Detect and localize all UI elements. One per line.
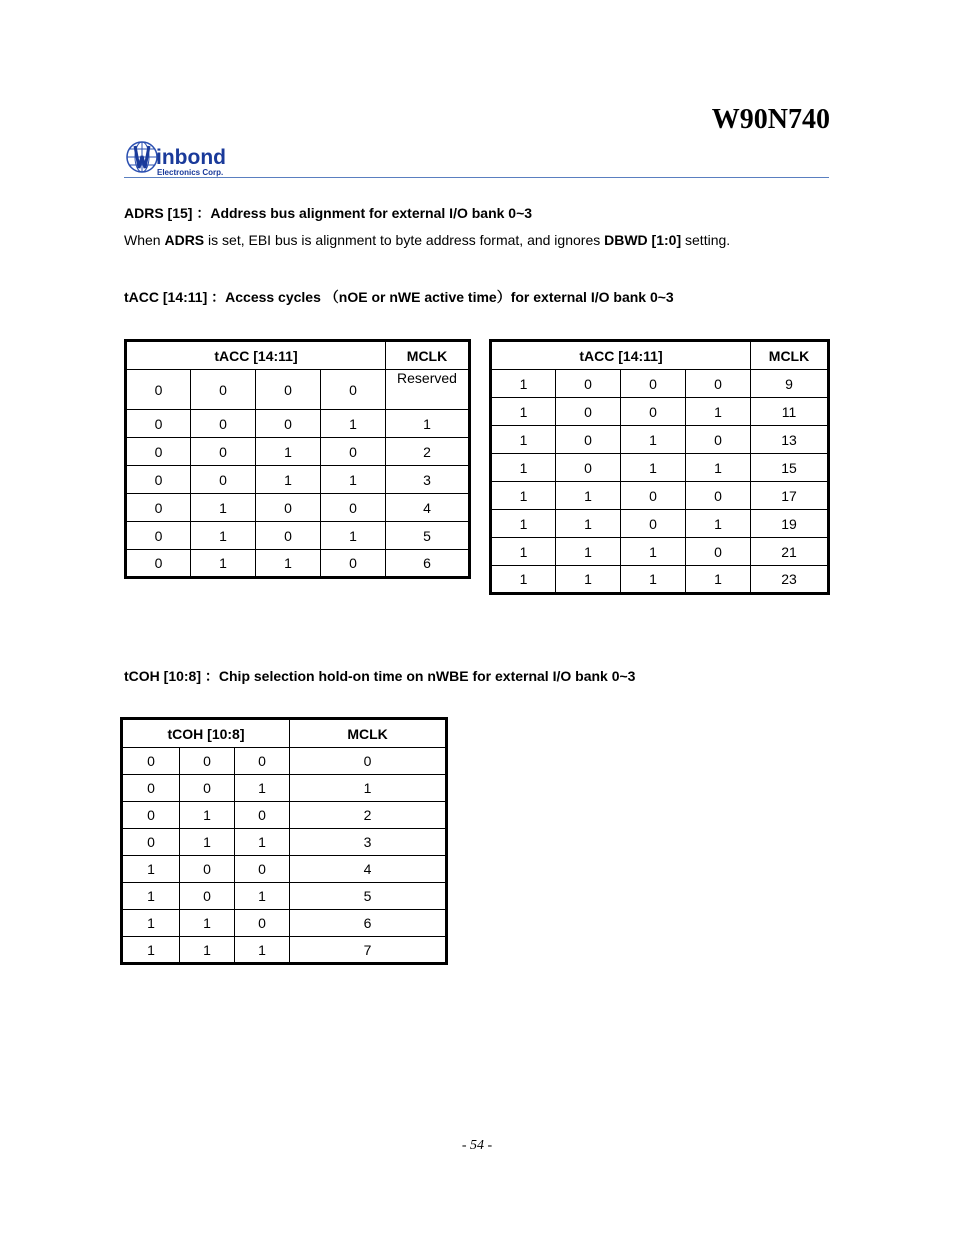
- bit-cell: 1: [321, 466, 386, 494]
- bit-cell: 0: [191, 438, 256, 466]
- globe-icon: [127, 142, 157, 172]
- value-cell: 4: [290, 856, 447, 883]
- bit-cell: 0: [235, 748, 290, 775]
- bit-cell: 1: [686, 566, 751, 594]
- bit-cell: 0: [556, 454, 621, 482]
- logo-wordmark: inbond: [156, 146, 226, 169]
- bit-cell: 1: [122, 910, 180, 937]
- bit-cell: 0: [321, 438, 386, 466]
- bit-cell: 1: [491, 370, 556, 398]
- tacc-heading: tACC [14:11] ：Access cycles （nOE or nWE active time）for external I/O bank 0~3: [124, 289, 674, 305]
- reserved-label: Reserved: [397, 370, 457, 386]
- table-row: [122, 802, 447, 829]
- bit-cell: 1: [556, 538, 621, 566]
- bit-cell: 0: [180, 748, 235, 775]
- bit-cell: 0: [180, 883, 235, 910]
- bit-cell: 1: [621, 566, 686, 594]
- bit-cell: 1: [235, 883, 290, 910]
- table-row: [491, 538, 829, 566]
- table-row: [491, 398, 829, 426]
- adrs-text-2: is set, EBI bus is alignment to byte address format, and ignores: [204, 232, 605, 248]
- bit-cell: 1: [256, 550, 321, 578]
- bit-cell: 1: [686, 510, 751, 538]
- bit-cell: 0: [621, 510, 686, 538]
- header-divider: [124, 177, 829, 178]
- bit-cell: 1: [491, 538, 556, 566]
- bit-cell: 1: [491, 398, 556, 426]
- table-header-bits: tCOH [10:8]: [122, 719, 290, 748]
- value-cell: 9: [751, 370, 829, 398]
- value-cell: 15: [751, 454, 829, 482]
- bit-cell: 0: [126, 410, 191, 438]
- value-cell: 21: [751, 538, 829, 566]
- adrs-heading: ADRS [15] ：Address bus alignment for external I/O bank 0~3: [124, 205, 533, 221]
- bit-cell: 0: [191, 466, 256, 494]
- bit-cell: 0: [256, 410, 321, 438]
- adrs-text-1: When: [124, 232, 165, 248]
- bit-cell: 0: [122, 748, 180, 775]
- bit-cell: 0: [621, 482, 686, 510]
- bit-cell: 0: [621, 370, 686, 398]
- winbond-logo: [126, 138, 251, 178]
- tacc-table-right: [489, 339, 830, 595]
- table-row: [126, 522, 470, 550]
- bit-cell: 0: [556, 398, 621, 426]
- bit-cell: 0: [686, 370, 751, 398]
- adrs-bold-2: DBWD [1:0]: [604, 232, 682, 248]
- bit-cell: 1: [180, 829, 235, 856]
- bit-cell: 1: [621, 454, 686, 482]
- table-row: [491, 482, 829, 510]
- table-row: [122, 883, 447, 910]
- table-row: [126, 370, 470, 410]
- bit-cell: 1: [491, 482, 556, 510]
- bit-cell: 1: [621, 426, 686, 454]
- bit-cell: 0: [321, 494, 386, 522]
- page-number: - 54 -: [461, 1138, 493, 1153]
- value-cell: 0: [290, 748, 447, 775]
- bit-cell: 1: [235, 829, 290, 856]
- value-cell: 5: [386, 522, 470, 550]
- bit-cell: 1: [556, 566, 621, 594]
- bit-cell: 1: [491, 454, 556, 482]
- table-row: [491, 566, 829, 594]
- document-title: W90N740: [711, 104, 830, 135]
- bit-cell: 1: [321, 410, 386, 438]
- value-cell: 19: [751, 510, 829, 538]
- value-cell: 3: [386, 466, 470, 494]
- value-cell: 5: [290, 883, 447, 910]
- table-header-bits: tACC [14:11]: [491, 341, 751, 370]
- bit-cell: 1: [235, 775, 290, 802]
- bit-cell: 1: [235, 937, 290, 964]
- bit-cell: 0: [321, 550, 386, 578]
- table-header-value: MCLK: [290, 719, 447, 748]
- table-row: [491, 454, 829, 482]
- value-cell: 6: [386, 550, 470, 578]
- bit-cell: 0: [180, 856, 235, 883]
- table-row: [122, 937, 447, 964]
- value-cell: 13: [751, 426, 829, 454]
- bit-cell: 0: [191, 370, 256, 410]
- bit-cell: 1: [122, 883, 180, 910]
- table-header-value: MCLK: [751, 341, 829, 370]
- bit-cell: 0: [321, 370, 386, 410]
- bit-cell: 1: [256, 466, 321, 494]
- bit-cell: 0: [122, 829, 180, 856]
- bit-cell: 0: [621, 398, 686, 426]
- table-header-value: MCLK: [386, 341, 470, 370]
- bit-cell: 1: [122, 856, 180, 883]
- bit-cell: 0: [126, 494, 191, 522]
- bit-cell: 1: [491, 566, 556, 594]
- value-cell: 23: [751, 566, 829, 594]
- bit-cell: 1: [180, 910, 235, 937]
- value-cell: 3: [290, 829, 447, 856]
- bit-cell: 1: [180, 802, 235, 829]
- value-cell: 2: [290, 802, 447, 829]
- bit-cell: 0: [126, 466, 191, 494]
- bit-cell: 0: [126, 370, 191, 410]
- table-row: [126, 466, 470, 494]
- bit-cell: 0: [122, 802, 180, 829]
- bit-cell: 0: [686, 426, 751, 454]
- table-row: [491, 426, 829, 454]
- value-cell: 1: [290, 775, 447, 802]
- bit-cell: 1: [556, 482, 621, 510]
- table-row: [491, 510, 829, 538]
- value-cell: [386, 370, 470, 410]
- bit-cell: 1: [321, 522, 386, 550]
- bit-cell: 0: [256, 494, 321, 522]
- bit-cell: 0: [256, 522, 321, 550]
- bit-cell: 0: [180, 775, 235, 802]
- table-row: [126, 494, 470, 522]
- value-cell: 17: [751, 482, 829, 510]
- bit-cell: 0: [556, 426, 621, 454]
- value-cell: 11: [751, 398, 829, 426]
- tacc-table-left: [124, 339, 471, 579]
- bit-cell: 0: [126, 522, 191, 550]
- bit-cell: 0: [256, 370, 321, 410]
- tcoh-table: [120, 717, 448, 965]
- adrs-description: [124, 232, 730, 248]
- bit-cell: 0: [235, 910, 290, 937]
- bit-cell: 1: [556, 510, 621, 538]
- bit-cell: 1: [180, 937, 235, 964]
- bit-cell: 0: [686, 482, 751, 510]
- bit-cell: 1: [686, 398, 751, 426]
- value-cell: 4: [386, 494, 470, 522]
- bit-cell: 1: [621, 538, 686, 566]
- value-cell: 1: [386, 410, 470, 438]
- table-row: [122, 856, 447, 883]
- bit-cell: 0: [235, 856, 290, 883]
- logo-subtitle: Electronics Corp.: [157, 168, 224, 177]
- table-row: [126, 410, 470, 438]
- adrs-text-3: setting.: [681, 232, 731, 248]
- bit-cell: 0: [126, 550, 191, 578]
- table-row: [122, 775, 447, 802]
- bit-cell: 0: [556, 370, 621, 398]
- tcoh-heading: tCOH [10:8] ：Chip selection hold-on time on nWBE for external I/O bank 0~3: [124, 668, 636, 684]
- value-cell: 6: [290, 910, 447, 937]
- table-row: [122, 910, 447, 937]
- bit-cell: 1: [122, 937, 180, 964]
- value-cell: 2: [386, 438, 470, 466]
- bit-cell: 0: [686, 538, 751, 566]
- bit-cell: 0: [235, 802, 290, 829]
- bit-cell: 1: [491, 426, 556, 454]
- bit-cell: 0: [126, 438, 191, 466]
- bit-cell: 0: [191, 410, 256, 438]
- adrs-bold-1: ADRS: [164, 232, 205, 248]
- bit-cell: 1: [491, 510, 556, 538]
- table-row: [122, 748, 447, 775]
- table-row: [126, 438, 470, 466]
- bit-cell: 0: [122, 775, 180, 802]
- bit-cell: 1: [256, 438, 321, 466]
- value-cell: 7: [290, 937, 447, 964]
- bit-cell: 1: [191, 494, 256, 522]
- table-row: [491, 370, 829, 398]
- table-header-bits: tACC [14:11]: [126, 341, 386, 370]
- bit-cell: 1: [686, 454, 751, 482]
- bit-cell: 1: [191, 550, 256, 578]
- bit-cell: 1: [191, 522, 256, 550]
- table-row: [126, 550, 470, 578]
- table-row: [122, 829, 447, 856]
